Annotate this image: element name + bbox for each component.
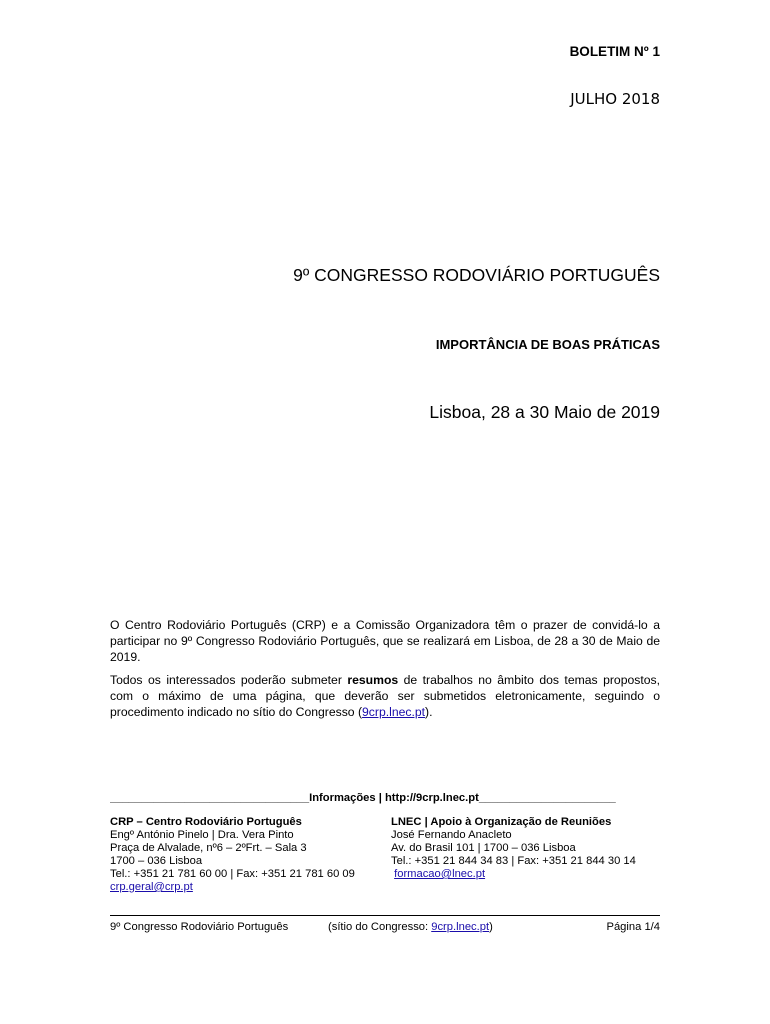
congress-title: 9º CONGRESSO RODOVIÁRIO PORTUGUÊS — [293, 265, 660, 285]
crp-contact-block — [110, 816, 380, 894]
lnec-heading: LNEC | Apoio à Organização de Reuniões — [391, 816, 612, 828]
crp-postcode: 1700 – 036 Lisboa — [110, 855, 203, 867]
lnec-email-link[interactable]: formacao@lnec.pt — [394, 868, 486, 880]
bulletin-date: JULHO 2018 — [570, 90, 660, 108]
crp-names: Engº António Pinelo | Dra. Vera Pinto — [110, 829, 294, 841]
lnec-contact-block — [391, 816, 671, 881]
footer-site — [328, 921, 493, 933]
submission-text-end: ). — [425, 705, 433, 719]
congress-place-date: Lisboa, 28 a 30 Maio de 2019 — [429, 402, 660, 422]
info-line: ________________________________Informações | http://9crp.lnec.pt______________________ — [110, 792, 616, 804]
crp-address: Praça de Alvalade, nº6 – 2ºFrt. – Sala 3 — [110, 842, 307, 854]
crp-phone: Tel.: +351 21 781 60 00 | Fax: +351 21 781 60 09 — [110, 868, 355, 880]
lnec-phone: Tel.: +351 21 844 34 83 | Fax: +351 21 844 30 14 — [391, 855, 636, 867]
congress-theme: IMPORTÂNCIA DE BOAS PRÁTICAS — [435, 337, 660, 352]
footer-divider — [110, 915, 660, 916]
submission-bold-word: resumos — [347, 673, 399, 687]
page-number: Página 1/4 — [606, 921, 660, 933]
footer-site-end: ) — [489, 921, 493, 933]
footer-congress-name: 9º Congresso Rodoviário Português — [110, 921, 289, 933]
lnec-address: Av. do Brasil 101 | 1700 – 036 Lisboa — [391, 842, 576, 854]
crp-email-link[interactable]: crp.geral@crp.pt — [110, 881, 193, 893]
congress-site-link[interactable]: 9crp.lnec.pt — [362, 705, 426, 719]
crp-heading: CRP – Centro Rodoviário Português — [110, 816, 302, 828]
bulletin-number: BOLETIM Nº 1 — [569, 44, 660, 59]
submission-text-2: de trabalhos no âmbito dos temas propostos, com o máximo de uma página, que deverão ser submetidos eletronicamente, seguindo o procedimento indicado no sítio do Congresso ( — [110, 673, 660, 719]
footer-site-text: (sítio do Congresso: — [328, 921, 432, 933]
footer-site-link[interactable]: 9crp.lnec.pt — [431, 921, 490, 933]
intro-paragraph: O Centro Rodoviário Português (CRP) e a Comissão Organizadora têm o prazer de convidá-lo a participar no 9º Congresso Rodoviário Português, que se realizará em Lisboa, de 28 a 30 de Maio de 2019. — [110, 618, 660, 664]
lnec-name: José Fernando Anacleto — [391, 829, 512, 841]
submission-text-1: Todos os interessados poderão submeter — [110, 673, 348, 687]
submission-paragraph — [110, 672, 660, 720]
